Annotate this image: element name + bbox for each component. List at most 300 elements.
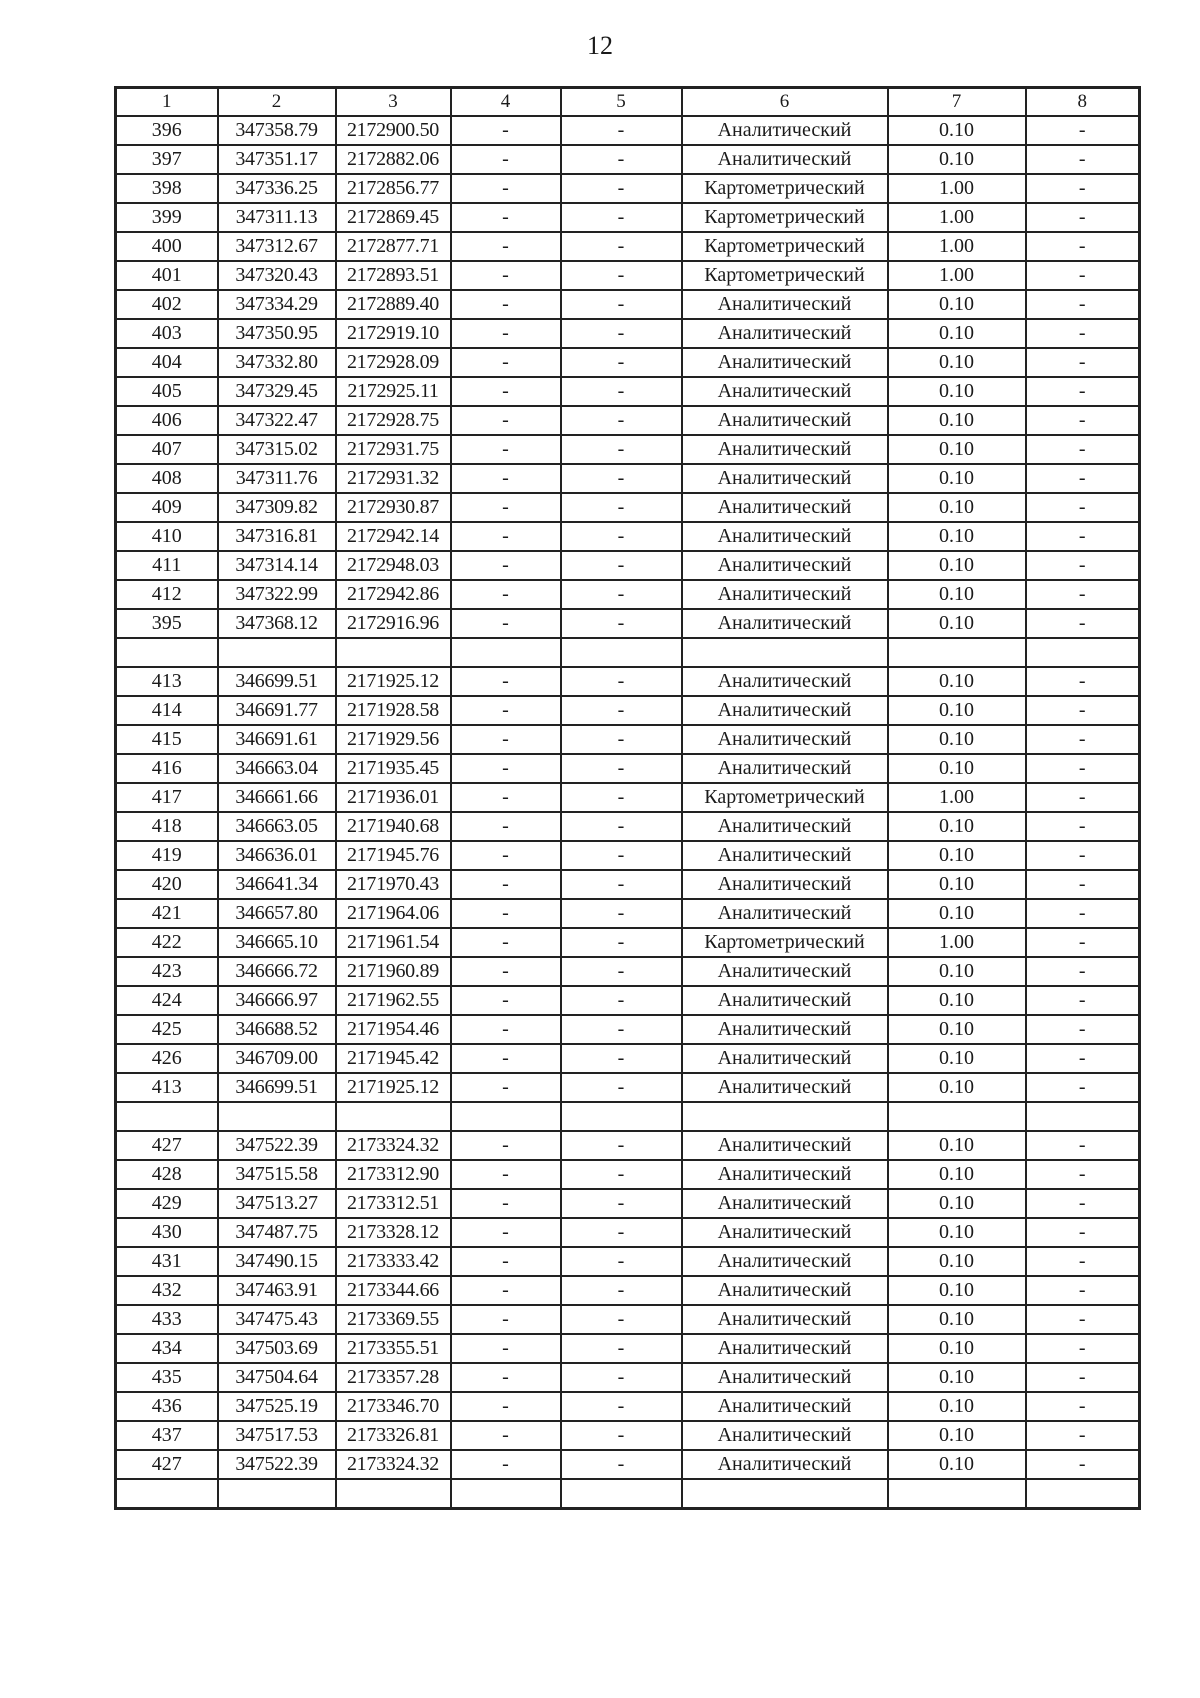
point-number-cell: 437 (116, 1421, 218, 1450)
method-cell (682, 1479, 888, 1509)
method-cell: Аналитический (682, 1189, 888, 1218)
method-cell: Аналитический (682, 580, 888, 609)
table-row (116, 1131, 1140, 1160)
point-number-cell: 431 (116, 1247, 218, 1276)
method-cell: Аналитический (682, 754, 888, 783)
table-row (116, 754, 1140, 783)
method-cell: Картометрический (682, 261, 888, 290)
column-8-cell: - (1026, 754, 1140, 783)
y-coordinate-cell: 2171945.76 (336, 841, 451, 870)
accuracy-cell: 0.10 (888, 406, 1026, 435)
column-8-cell: - (1026, 1073, 1140, 1102)
column-4-cell: - (451, 1131, 561, 1160)
column-8-cell: - (1026, 493, 1140, 522)
table-row (116, 725, 1140, 754)
x-coordinate-cell: 347329.45 (218, 377, 336, 406)
accuracy-cell: 0.10 (888, 493, 1026, 522)
table-body (116, 88, 1140, 1509)
point-number-cell: 419 (116, 841, 218, 870)
point-number-cell: 429 (116, 1189, 218, 1218)
column-8-cell: - (1026, 261, 1140, 290)
x-coordinate-cell: 347351.17 (218, 145, 336, 174)
column-4-cell: - (451, 1450, 561, 1479)
x-coordinate-cell: 346666.72 (218, 957, 336, 986)
column-4-cell: - (451, 203, 561, 232)
x-coordinate-cell: 347315.02 (218, 435, 336, 464)
point-number-cell: 403 (116, 319, 218, 348)
x-coordinate-cell: 347332.80 (218, 348, 336, 377)
accuracy-cell: 0.10 (888, 319, 1026, 348)
x-coordinate-cell: 347312.67 (218, 232, 336, 261)
point-number-cell: 426 (116, 1044, 218, 1073)
y-coordinate-cell: 2172931.75 (336, 435, 451, 464)
table-row (116, 1305, 1140, 1334)
y-coordinate-cell: 2172882.06 (336, 145, 451, 174)
point-number-cell (116, 638, 218, 667)
y-coordinate-cell: 2172931.32 (336, 464, 451, 493)
point-number-cell: 434 (116, 1334, 218, 1363)
point-number-cell: 416 (116, 754, 218, 783)
column-5-cell: - (561, 754, 682, 783)
column-8-cell: - (1026, 1131, 1140, 1160)
method-cell: Аналитический (682, 812, 888, 841)
column-5-cell: - (561, 1392, 682, 1421)
point-number-cell: 405 (116, 377, 218, 406)
y-coordinate-cell: 2173312.90 (336, 1160, 451, 1189)
column-8-cell: - (1026, 522, 1140, 551)
x-coordinate-cell: 346688.52 (218, 1015, 336, 1044)
point-number-cell: 402 (116, 290, 218, 319)
y-coordinate-cell: 2172928.75 (336, 406, 451, 435)
column-8-cell: - (1026, 435, 1140, 464)
x-coordinate-cell: 347522.39 (218, 1450, 336, 1479)
column-4-cell: - (451, 1247, 561, 1276)
column-8-cell: - (1026, 1015, 1140, 1044)
column-8-cell: - (1026, 551, 1140, 580)
y-coordinate-cell: 2171970.43 (336, 870, 451, 899)
accuracy-cell: 0.10 (888, 899, 1026, 928)
accuracy-cell: 0.10 (888, 116, 1026, 145)
column-5-cell: - (561, 1160, 682, 1189)
column-8-cell: - (1026, 348, 1140, 377)
accuracy-cell: 0.10 (888, 812, 1026, 841)
accuracy-cell: 1.00 (888, 203, 1026, 232)
point-number-cell: 410 (116, 522, 218, 551)
column-5-cell: - (561, 203, 682, 232)
column-4-cell: - (451, 754, 561, 783)
y-coordinate-cell: 2172900.50 (336, 116, 451, 145)
table-row (116, 986, 1140, 1015)
method-cell: Аналитический (682, 1160, 888, 1189)
point-number-cell: 413 (116, 1073, 218, 1102)
x-coordinate-cell: 347309.82 (218, 493, 336, 522)
y-coordinate-cell: 2172869.45 (336, 203, 451, 232)
x-coordinate-cell: 347322.47 (218, 406, 336, 435)
x-coordinate-cell: 347322.99 (218, 580, 336, 609)
y-coordinate-cell: 2172877.71 (336, 232, 451, 261)
y-coordinate-cell: 2172889.40 (336, 290, 451, 319)
method-cell: Картометрический (682, 783, 888, 812)
table-row (116, 870, 1140, 899)
table-row (116, 1015, 1140, 1044)
y-coordinate-cell: 2173346.70 (336, 1392, 451, 1421)
method-cell: Аналитический (682, 1131, 888, 1160)
column-5-cell: - (561, 1189, 682, 1218)
accuracy-cell: 0.10 (888, 1334, 1026, 1363)
column-4-cell: - (451, 377, 561, 406)
point-number-cell: 396 (116, 116, 218, 145)
x-coordinate-cell: 346709.00 (218, 1044, 336, 1073)
column-8-cell: - (1026, 812, 1140, 841)
column-4-cell: - (451, 1276, 561, 1305)
column-4-cell: - (451, 406, 561, 435)
table-row (116, 1392, 1140, 1421)
table-row (116, 348, 1140, 377)
method-cell: Аналитический (682, 899, 888, 928)
method-cell: Аналитический (682, 725, 888, 754)
accuracy-cell: 0.10 (888, 667, 1026, 696)
x-coordinate-cell: 346699.51 (218, 667, 336, 696)
column-5-cell: - (561, 232, 682, 261)
method-cell: Аналитический (682, 435, 888, 464)
accuracy-cell: 0.10 (888, 1247, 1026, 1276)
table-row (116, 609, 1140, 638)
column-5-cell: - (561, 696, 682, 725)
method-cell: Аналитический (682, 1450, 888, 1479)
method-cell: Аналитический (682, 667, 888, 696)
table-row (116, 551, 1140, 580)
table-row (116, 899, 1140, 928)
column-5-cell: - (561, 899, 682, 928)
accuracy-cell: 0.10 (888, 522, 1026, 551)
column-8-cell: - (1026, 1421, 1140, 1450)
point-number-cell: 409 (116, 493, 218, 522)
column-8-cell: - (1026, 1044, 1140, 1073)
column-5-cell: - (561, 290, 682, 319)
column-5-cell: - (561, 377, 682, 406)
column-5-cell: - (561, 348, 682, 377)
column-8-cell: - (1026, 1218, 1140, 1247)
method-cell: Аналитический (682, 522, 888, 551)
x-coordinate-cell: 346666.97 (218, 986, 336, 1015)
column-4-cell: - (451, 957, 561, 986)
column-header: 5 (561, 88, 682, 117)
column-header: 4 (451, 88, 561, 117)
x-coordinate-cell: 347311.13 (218, 203, 336, 232)
column-4-cell: - (451, 580, 561, 609)
y-coordinate-cell: 2171940.68 (336, 812, 451, 841)
column-4-cell: - (451, 493, 561, 522)
column-header: 1 (116, 88, 218, 117)
y-coordinate-cell: 2171925.12 (336, 667, 451, 696)
x-coordinate-cell: 346663.04 (218, 754, 336, 783)
accuracy-cell: 0.10 (888, 725, 1026, 754)
column-5-cell: - (561, 870, 682, 899)
column-5-cell: - (561, 609, 682, 638)
x-coordinate-cell: 347487.75 (218, 1218, 336, 1247)
y-coordinate-cell (336, 1102, 451, 1131)
method-cell: Аналитический (682, 145, 888, 174)
x-coordinate-cell: 346665.10 (218, 928, 336, 957)
accuracy-cell: 0.10 (888, 464, 1026, 493)
method-cell: Аналитический (682, 464, 888, 493)
column-4-cell: - (451, 1015, 561, 1044)
table-row (116, 493, 1140, 522)
y-coordinate-cell: 2171936.01 (336, 783, 451, 812)
column-4-cell (451, 1102, 561, 1131)
table-row (116, 1450, 1140, 1479)
accuracy-cell: 0.10 (888, 1363, 1026, 1392)
table-row (116, 580, 1140, 609)
accuracy-cell: 0.10 (888, 580, 1026, 609)
table-row (116, 957, 1140, 986)
table-row (116, 1421, 1140, 1450)
column-4-cell (451, 638, 561, 667)
column-5-cell (561, 638, 682, 667)
column-8-cell: - (1026, 116, 1140, 145)
page-number: 12 (587, 31, 613, 60)
column-4-cell: - (451, 1160, 561, 1189)
method-cell: Аналитический (682, 116, 888, 145)
y-coordinate-cell: 2171962.55 (336, 986, 451, 1015)
column-header: 3 (336, 88, 451, 117)
method-cell: Аналитический (682, 1218, 888, 1247)
x-coordinate-cell: 347475.43 (218, 1305, 336, 1334)
column-header: 8 (1026, 88, 1140, 117)
accuracy-cell: 0.10 (888, 957, 1026, 986)
column-8-cell (1026, 1102, 1140, 1131)
table-row (116, 1073, 1140, 1102)
method-cell: Аналитический (682, 957, 888, 986)
y-coordinate-cell: 2172916.96 (336, 609, 451, 638)
method-cell: Аналитический (682, 1363, 888, 1392)
x-coordinate-cell: 347358.79 (218, 116, 336, 145)
column-5-cell: - (561, 1363, 682, 1392)
column-4-cell: - (451, 435, 561, 464)
accuracy-cell: 0.10 (888, 870, 1026, 899)
table-row (116, 928, 1140, 957)
x-coordinate-cell: 346663.05 (218, 812, 336, 841)
method-cell (682, 638, 888, 667)
x-coordinate-cell: 347490.15 (218, 1247, 336, 1276)
table-row (116, 1160, 1140, 1189)
point-number-cell: 406 (116, 406, 218, 435)
accuracy-cell: 0.10 (888, 1218, 1026, 1247)
x-coordinate-cell: 347314.14 (218, 551, 336, 580)
column-8-cell (1026, 1479, 1140, 1509)
method-cell: Картометрический (682, 174, 888, 203)
table-row (116, 435, 1140, 464)
column-8-cell: - (1026, 1276, 1140, 1305)
accuracy-cell: 0.10 (888, 609, 1026, 638)
y-coordinate-cell: 2172919.10 (336, 319, 451, 348)
method-cell: Аналитический (682, 493, 888, 522)
x-coordinate-cell: 347517.53 (218, 1421, 336, 1450)
column-5-cell: - (561, 319, 682, 348)
column-5-cell: - (561, 1218, 682, 1247)
column-4-cell: - (451, 522, 561, 551)
y-coordinate-cell: 2173333.42 (336, 1247, 451, 1276)
column-4-cell: - (451, 174, 561, 203)
column-8-cell: - (1026, 783, 1140, 812)
y-coordinate-cell: 2173324.32 (336, 1131, 451, 1160)
column-8-cell: - (1026, 174, 1140, 203)
method-cell: Аналитический (682, 1392, 888, 1421)
table-row (116, 1363, 1140, 1392)
column-5-cell: - (561, 667, 682, 696)
y-coordinate-cell: 2173328.12 (336, 1218, 451, 1247)
x-coordinate-cell: 346691.77 (218, 696, 336, 725)
table-row (116, 1044, 1140, 1073)
point-number-cell: 413 (116, 667, 218, 696)
table-row (116, 464, 1140, 493)
column-8-cell: - (1026, 406, 1140, 435)
column-5-cell (561, 1102, 682, 1131)
point-number-cell: 423 (116, 957, 218, 986)
method-cell: Аналитический (682, 1421, 888, 1450)
column-8-cell: - (1026, 1392, 1140, 1421)
method-cell: Аналитический (682, 609, 888, 638)
column-5-cell: - (561, 116, 682, 145)
accuracy-cell: 0.10 (888, 754, 1026, 783)
y-coordinate-cell: 2172942.86 (336, 580, 451, 609)
method-cell: Аналитический (682, 1305, 888, 1334)
column-4-cell: - (451, 812, 561, 841)
column-8-cell: - (1026, 290, 1140, 319)
table-row (116, 812, 1140, 841)
column-8-cell: - (1026, 696, 1140, 725)
table-row (116, 319, 1140, 348)
column-5-cell: - (561, 493, 682, 522)
point-number-cell: 404 (116, 348, 218, 377)
point-number-cell: 427 (116, 1131, 218, 1160)
table-row (116, 667, 1140, 696)
y-coordinate-cell: 2171964.06 (336, 899, 451, 928)
accuracy-cell: 1.00 (888, 261, 1026, 290)
x-coordinate-cell: 347463.91 (218, 1276, 336, 1305)
column-8-cell: - (1026, 1450, 1140, 1479)
method-cell: Картометрический (682, 232, 888, 261)
column-4-cell: - (451, 348, 561, 377)
column-4-cell: - (451, 319, 561, 348)
column-5-cell: - (561, 261, 682, 290)
x-coordinate-cell: 347515.58 (218, 1160, 336, 1189)
coordinates-table (114, 86, 1141, 1510)
method-cell: Аналитический (682, 1044, 888, 1073)
point-number-cell: 411 (116, 551, 218, 580)
column-4-cell (451, 1479, 561, 1509)
x-coordinate-cell: 346657.80 (218, 899, 336, 928)
column-8-cell: - (1026, 725, 1140, 754)
y-coordinate-cell: 2173355.51 (336, 1334, 451, 1363)
method-cell: Аналитический (682, 377, 888, 406)
column-8-cell: - (1026, 1247, 1140, 1276)
method-cell: Аналитический (682, 986, 888, 1015)
accuracy-cell: 0.10 (888, 1131, 1026, 1160)
point-number-cell: 407 (116, 435, 218, 464)
column-8-cell: - (1026, 464, 1140, 493)
column-5-cell: - (561, 1131, 682, 1160)
y-coordinate-cell: 2173326.81 (336, 1421, 451, 1450)
point-number-cell (116, 1102, 218, 1131)
y-coordinate-cell: 2173357.28 (336, 1363, 451, 1392)
y-coordinate-cell: 2171935.45 (336, 754, 451, 783)
column-4-cell: - (451, 116, 561, 145)
column-4-cell: - (451, 1363, 561, 1392)
method-cell: Картометрический (682, 203, 888, 232)
point-number-cell: 415 (116, 725, 218, 754)
column-5-cell: - (561, 1305, 682, 1334)
accuracy-cell: 0.10 (888, 696, 1026, 725)
column-4-cell: - (451, 986, 561, 1015)
column-8-cell: - (1026, 377, 1140, 406)
accuracy-cell: 0.10 (888, 1189, 1026, 1218)
y-coordinate-cell: 2173369.55 (336, 1305, 451, 1334)
column-5-cell: - (561, 1421, 682, 1450)
y-coordinate-cell: 2171954.46 (336, 1015, 451, 1044)
accuracy-cell: 0.10 (888, 1073, 1026, 1102)
accuracy-cell: 0.10 (888, 1015, 1026, 1044)
method-cell: Аналитический (682, 841, 888, 870)
column-5-cell: - (561, 1334, 682, 1363)
column-8-cell (1026, 638, 1140, 667)
y-coordinate-cell (336, 1479, 451, 1509)
y-coordinate-cell: 2172893.51 (336, 261, 451, 290)
y-coordinate-cell: 2172930.87 (336, 493, 451, 522)
x-coordinate-cell: 347320.43 (218, 261, 336, 290)
table-header-row (116, 88, 1140, 117)
column-5-cell: - (561, 145, 682, 174)
accuracy-cell (888, 1479, 1026, 1509)
column-5-cell: - (561, 522, 682, 551)
accuracy-cell: 0.10 (888, 145, 1026, 174)
point-number-cell: 417 (116, 783, 218, 812)
column-5-cell: - (561, 928, 682, 957)
accuracy-cell: 0.10 (888, 1421, 1026, 1450)
column-4-cell: - (451, 1305, 561, 1334)
accuracy-cell: 0.10 (888, 1160, 1026, 1189)
column-4-cell: - (451, 1189, 561, 1218)
accuracy-cell: 0.10 (888, 377, 1026, 406)
x-coordinate-cell (218, 1102, 336, 1131)
column-5-cell: - (561, 551, 682, 580)
accuracy-cell: 0.10 (888, 841, 1026, 870)
column-8-cell: - (1026, 145, 1140, 174)
column-8-cell: - (1026, 841, 1140, 870)
x-coordinate-cell: 347350.95 (218, 319, 336, 348)
y-coordinate-cell: 2172928.09 (336, 348, 451, 377)
table-row (116, 696, 1140, 725)
column-8-cell: - (1026, 580, 1140, 609)
column-header: 7 (888, 88, 1026, 117)
column-4-cell: - (451, 1334, 561, 1363)
column-header: 6 (682, 88, 888, 117)
table-row (116, 1276, 1140, 1305)
point-number-cell: 408 (116, 464, 218, 493)
x-coordinate-cell: 346691.61 (218, 725, 336, 754)
y-coordinate-cell: 2171928.58 (336, 696, 451, 725)
column-5-cell: - (561, 1276, 682, 1305)
point-number-cell: 414 (116, 696, 218, 725)
point-number-cell: 401 (116, 261, 218, 290)
accuracy-cell: 0.10 (888, 1044, 1026, 1073)
table-row (116, 1189, 1140, 1218)
table-row (116, 116, 1140, 145)
point-number-cell: 427 (116, 1450, 218, 1479)
y-coordinate-cell: 2171925.12 (336, 1073, 451, 1102)
accuracy-cell: 1.00 (888, 783, 1026, 812)
point-number-cell: 436 (116, 1392, 218, 1421)
